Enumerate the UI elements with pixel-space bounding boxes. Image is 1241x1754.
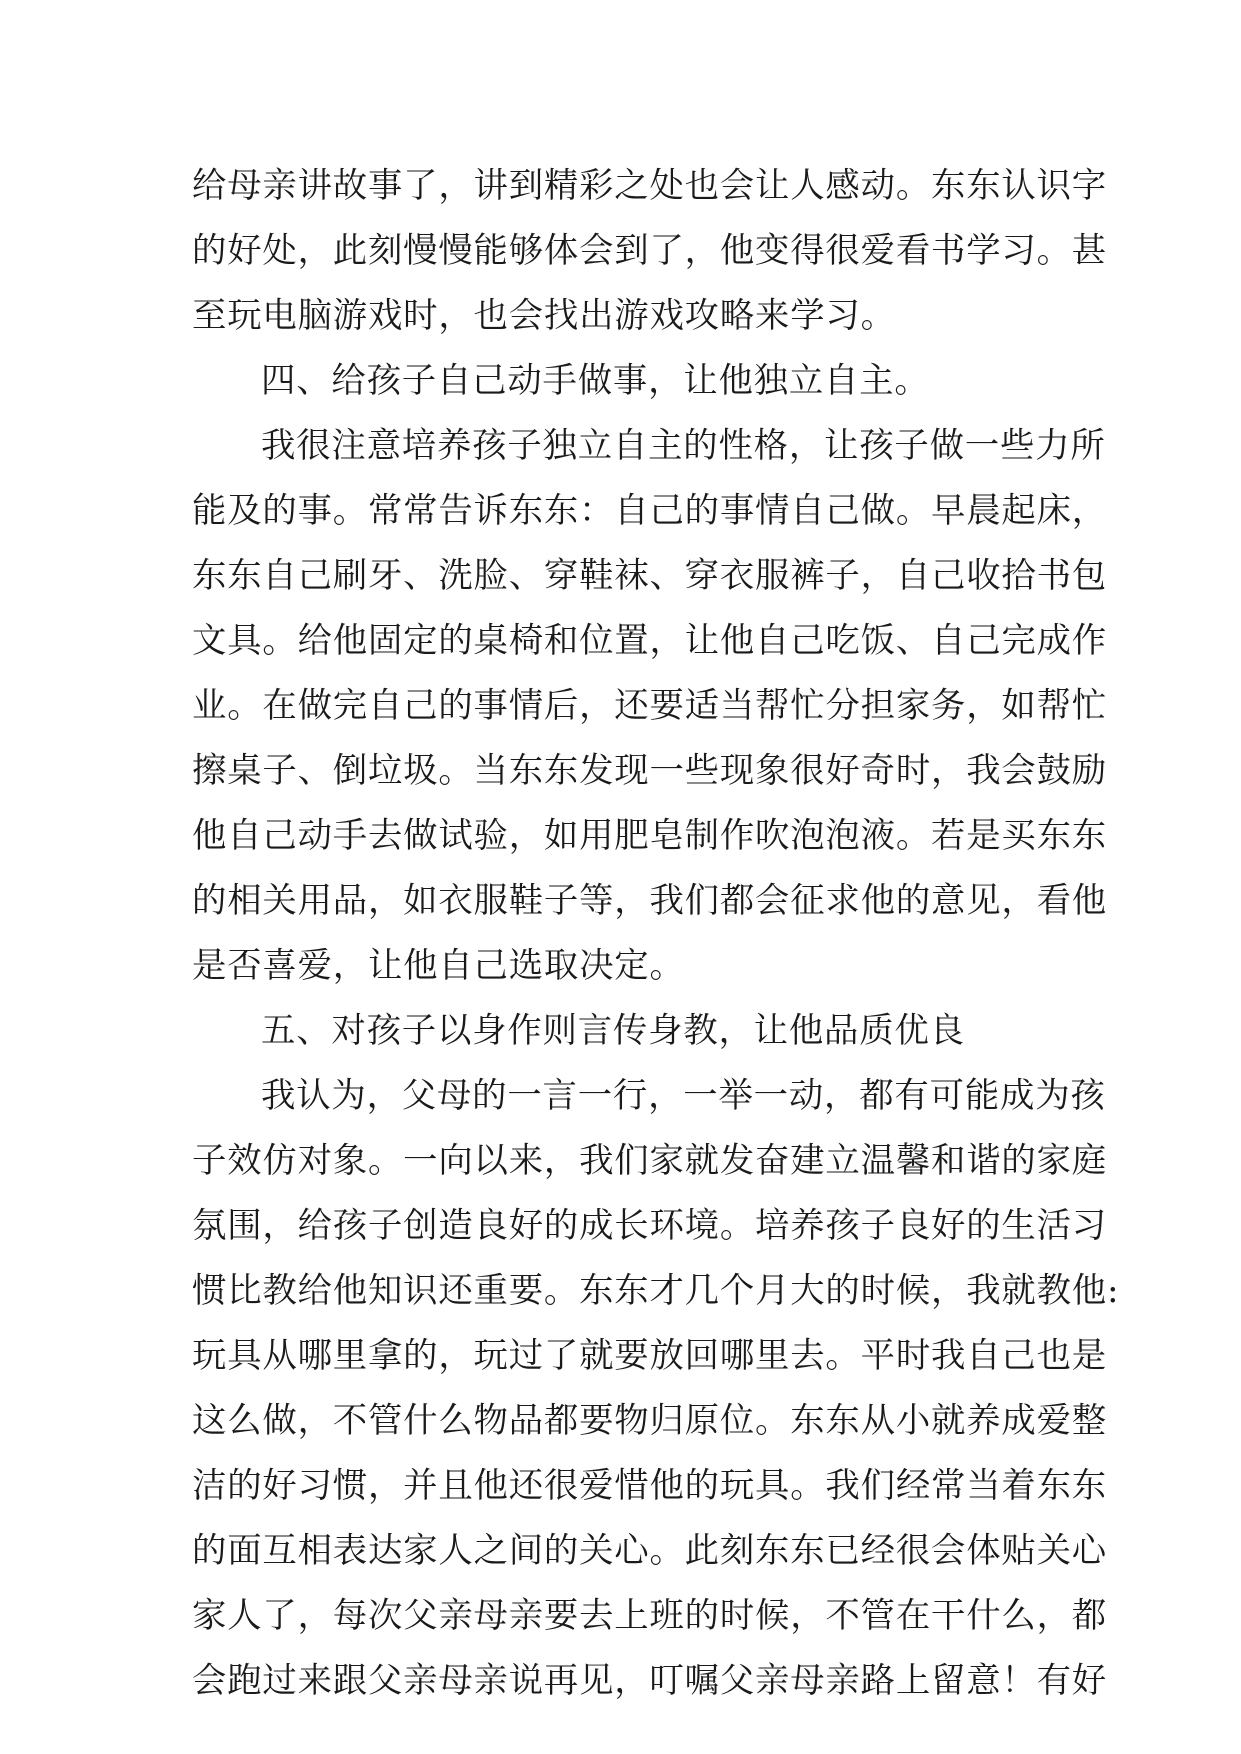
text-line: 业。在做完自己的事情后，还要适当帮忙分担家务，如帮忙 bbox=[192, 686, 1107, 726]
section-heading-5: 五、对孩子以身作则言传身教，让他品质优良 bbox=[261, 1011, 965, 1051]
text-line: 家人了，每次父亲母亲要去上班的时候，不管在干什么，都 bbox=[192, 1596, 1107, 1636]
text-line: 他自己动手去做试验，如用肥皂制作吹泡泡液。若是买东东 bbox=[192, 816, 1107, 856]
paragraph-start-line: 我认为，父母的一言一行，一举一动，都有可能成为孩 bbox=[261, 1076, 1106, 1116]
text-line: 洁的好习惯，并且他还很爱惜他的玩具。我们经常当着东东 bbox=[192, 1466, 1107, 1506]
text-line: 的相关用品，如衣服鞋子等，我们都会征求他的意见，看他 bbox=[192, 881, 1107, 921]
section-heading-4: 四、给孩子自己动手做事，让他独立自主。 bbox=[261, 361, 930, 401]
text-line: 惯比教给他知识还重要。东东才几个月大的时候，我就教他: bbox=[192, 1271, 1120, 1311]
text-line: 能及的事。常常告诉东东：自己的事情自己做。早晨起床， bbox=[192, 491, 1107, 531]
text-line: 是否喜爱，让他自己选取决定。 bbox=[192, 946, 685, 986]
paragraph-start-line: 我很注意培养孩子独立自主的性格，让孩子做一些力所 bbox=[261, 426, 1106, 466]
text-line: 氛围，给孩子创造良好的成长环境。培养孩子良好的生活习 bbox=[192, 1206, 1107, 1246]
text-line: 的好处，此刻慢慢能够体会到了，他变得很爱看书学习。甚 bbox=[192, 231, 1107, 271]
text-line: 这么做，不管什么物品都要物归原位。东东从小就养成爱整 bbox=[192, 1401, 1107, 1441]
text-line: 至玩电脑游戏时，也会找出游戏攻略来学习。 bbox=[192, 296, 896, 336]
text-line: 文具。给他固定的桌椅和位置，让他自己吃饭、自己完成作 bbox=[192, 621, 1107, 661]
document-body bbox=[192, 154, 1120, 1714]
text-line: 会跑过来跟父亲母亲说再见，叮嘱父亲母亲路上留意！有好 bbox=[192, 1661, 1107, 1701]
text-line: 子效仿对象。一向以来，我们家就发奋建立温馨和谐的家庭 bbox=[192, 1141, 1107, 1181]
text-line: 东东自己刷牙、洗脸、穿鞋袜、穿衣服裤子，自己收拾书包 bbox=[192, 556, 1107, 596]
text-line: 玩具从哪里拿的，玩过了就要放回哪里去。平时我自己也是 bbox=[192, 1336, 1107, 1376]
text-line: 擦桌子、倒垃圾。当东东发现一些现象很好奇时，我会鼓励 bbox=[192, 751, 1107, 791]
text-line: 给母亲讲故事了，讲到精彩之处也会让人感动。东东认识字 bbox=[192, 166, 1107, 206]
text-line: 的面互相表达家人之间的关心。此刻东东已经很会体贴关心 bbox=[192, 1531, 1107, 1571]
